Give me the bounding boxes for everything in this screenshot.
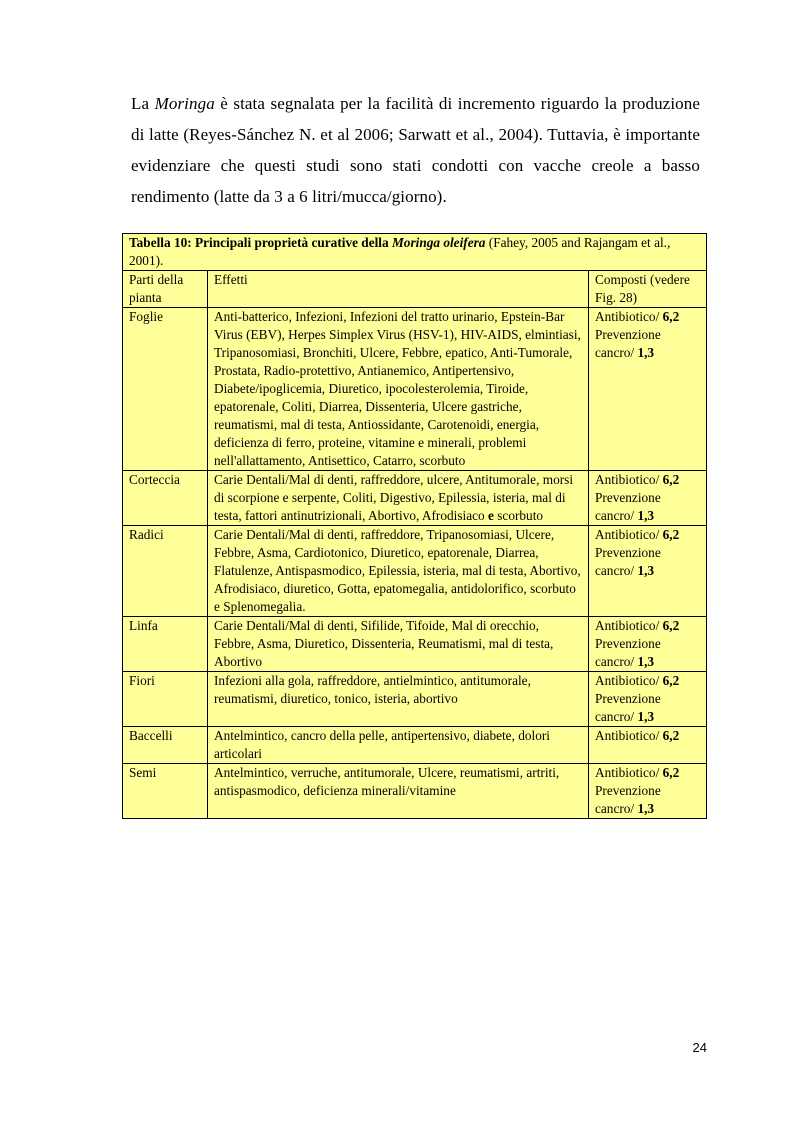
table-header-row <box>123 271 707 308</box>
table-caption <box>123 234 707 271</box>
compound-value: 1,3 <box>637 654 655 669</box>
compound-value: 6,2 <box>662 618 680 633</box>
row-effects: Anti-batterico, Infezioni, Infezioni del tratto urinario, Epstein-Bar Virus (EBV), Herpes Simplex Virus (HSV-1), HIV-AIDS, elmintiasi, Tripanosomiasi, Bronchiti, Ulcere, Febbre, epatico, Anti-Tumorale, Prostata, Radio-protettivo, Antianemico, Antipertensivo, Diabete/ipoglicemia, Diuretico, ipocolesterolemia, Tiroide, epatorenale, Coliti, Diarrea, Dissenteria, Ulcere gastriche, reumatismi, mal di testa, Antiossidante, Carotenoidi, energia, deficienza di ferro, proteine, vitamine e minerali, problemi nell'allattamento, Antisettico, Catarro, scorbuto <box>208 308 589 471</box>
row-compounds <box>589 308 707 471</box>
effects-text: scorbuto <box>493 508 544 523</box>
row-part: Fiori <box>123 672 208 727</box>
row-compounds <box>589 764 707 819</box>
row-compounds <box>589 471 707 526</box>
paragraph-start: La <box>131 94 155 113</box>
properties-table <box>122 233 707 819</box>
row-effects <box>208 471 589 526</box>
compound-label: Prevenzione cancro/ <box>595 691 661 724</box>
row-part: Foglie <box>123 308 208 471</box>
row-effects: Infezioni alla gola, raffreddore, antielmintico, antitumorale, reumatismi, diuretico, tonico, isteria, abortivo <box>208 672 589 727</box>
row-effects: Carie Dentali/Mal di denti, Sifilide, Tifoide, Mal di orecchio, Febbre, Asma, Diuretico, Dissenteria, Reumatismi, mal di testa, Abortivo <box>208 617 589 672</box>
compound-label: Prevenzione cancro/ <box>595 545 661 578</box>
compound-label: Antibiotico/ <box>595 765 663 780</box>
row-compounds <box>589 617 707 672</box>
table-row <box>123 672 707 727</box>
table-row <box>123 471 707 526</box>
caption-species: Moringa oleifera <box>391 235 486 250</box>
caption-source: (Fahey, 2005 and Rajangam et al., 2001). <box>129 235 671 268</box>
page-number: 24 <box>692 1040 707 1055</box>
paragraph-rest: è stata segnalata per la facilità di incremento riguardo la produzione di latte (Reyes-Sánchez N. et al 2006; Sarwatt et al., 2004). Tuttavia, è importante evidenziare che questi studi sono stati condotti con vacche creole a basso rendimento (latte da 3 a 6 litri/mucca/giorno). <box>131 94 700 206</box>
header-effects: Effetti <box>208 271 589 308</box>
row-effects: Carie Dentali/Mal di denti, raffreddore, Tripanosomiasi, Ulcere, Febbre, Asma, Cardiotonico, Diuretico, epatorenale, Diarrea, Flatulenze, Antispasmodico, Epilessia, isteria, mal di testa, Abortivo, Afrodisiaco, diuretico, Gotta, epatomegalia, antidolorifico, scorbuto e Splenomegalia. <box>208 526 589 617</box>
row-effects: Antelmintico, verruche, antitumorale, Ulcere, reumatismi, artriti, antispasmodico, deficienza minerali/vitamine <box>208 764 589 819</box>
genus-name: Moringa <box>154 94 215 113</box>
compound-value: 1,3 <box>637 801 655 816</box>
row-part: Semi <box>123 764 208 819</box>
compound-value: 6,2 <box>662 728 680 743</box>
compound-label: Antibiotico/ <box>595 673 663 688</box>
table-row <box>123 764 707 819</box>
row-part: Corteccia <box>123 471 208 526</box>
body-paragraph <box>131 88 700 212</box>
compound-label: Antibiotico/ <box>595 728 663 743</box>
caption-bold: Tabella 10: Principali proprietà curative della <box>129 235 392 250</box>
effects-text: Carie Dentali/Mal di denti, raffreddore, ulcere, Antitumorale, morsi di scorpione e serpente, Coliti, Digestivo, Epilessia, isteria, mal di testa, fattori antinutrizionali, Abortivo, Afrodisiaco <box>214 472 574 523</box>
compound-value: 1,3 <box>637 563 655 578</box>
effects-bold: e <box>488 508 494 523</box>
row-compounds <box>589 672 707 727</box>
compound-value: 6,2 <box>662 673 680 688</box>
compound-value: 6,2 <box>662 472 680 487</box>
row-part: Radici <box>123 526 208 617</box>
header-parts: Parti della pianta <box>123 271 208 308</box>
table-title-row <box>123 234 707 271</box>
compound-value: 6,2 <box>662 765 680 780</box>
table-row <box>123 727 707 764</box>
row-compounds <box>589 526 707 617</box>
compound-value: 1,3 <box>637 508 655 523</box>
table-row <box>123 308 707 471</box>
compound-label: Antibiotico/ <box>595 618 663 633</box>
compound-label: Antibiotico/ <box>595 309 663 324</box>
compound-value: 1,3 <box>637 709 655 724</box>
row-compounds <box>589 727 707 764</box>
compound-label: Prevenzione cancro/ <box>595 490 661 523</box>
compound-label: Prevenzione cancro/ <box>595 327 661 360</box>
compound-value: 6,2 <box>662 309 680 324</box>
table-row <box>123 526 707 617</box>
compound-label: Antibiotico/ <box>595 472 663 487</box>
header-compounds: Composti (vedere Fig. 28) <box>589 271 707 308</box>
compound-value: 6,2 <box>662 527 680 542</box>
row-part: Baccelli <box>123 727 208 764</box>
compound-label: Prevenzione cancro/ <box>595 636 661 669</box>
row-effects: Antelmintico, cancro della pelle, antipertensivo, diabete, dolori articolari <box>208 727 589 764</box>
compound-label: Antibiotico/ <box>595 527 663 542</box>
table-row <box>123 617 707 672</box>
compound-value: 1,3 <box>637 345 655 360</box>
row-part: Linfa <box>123 617 208 672</box>
compound-label: Prevenzione cancro/ <box>595 783 661 816</box>
